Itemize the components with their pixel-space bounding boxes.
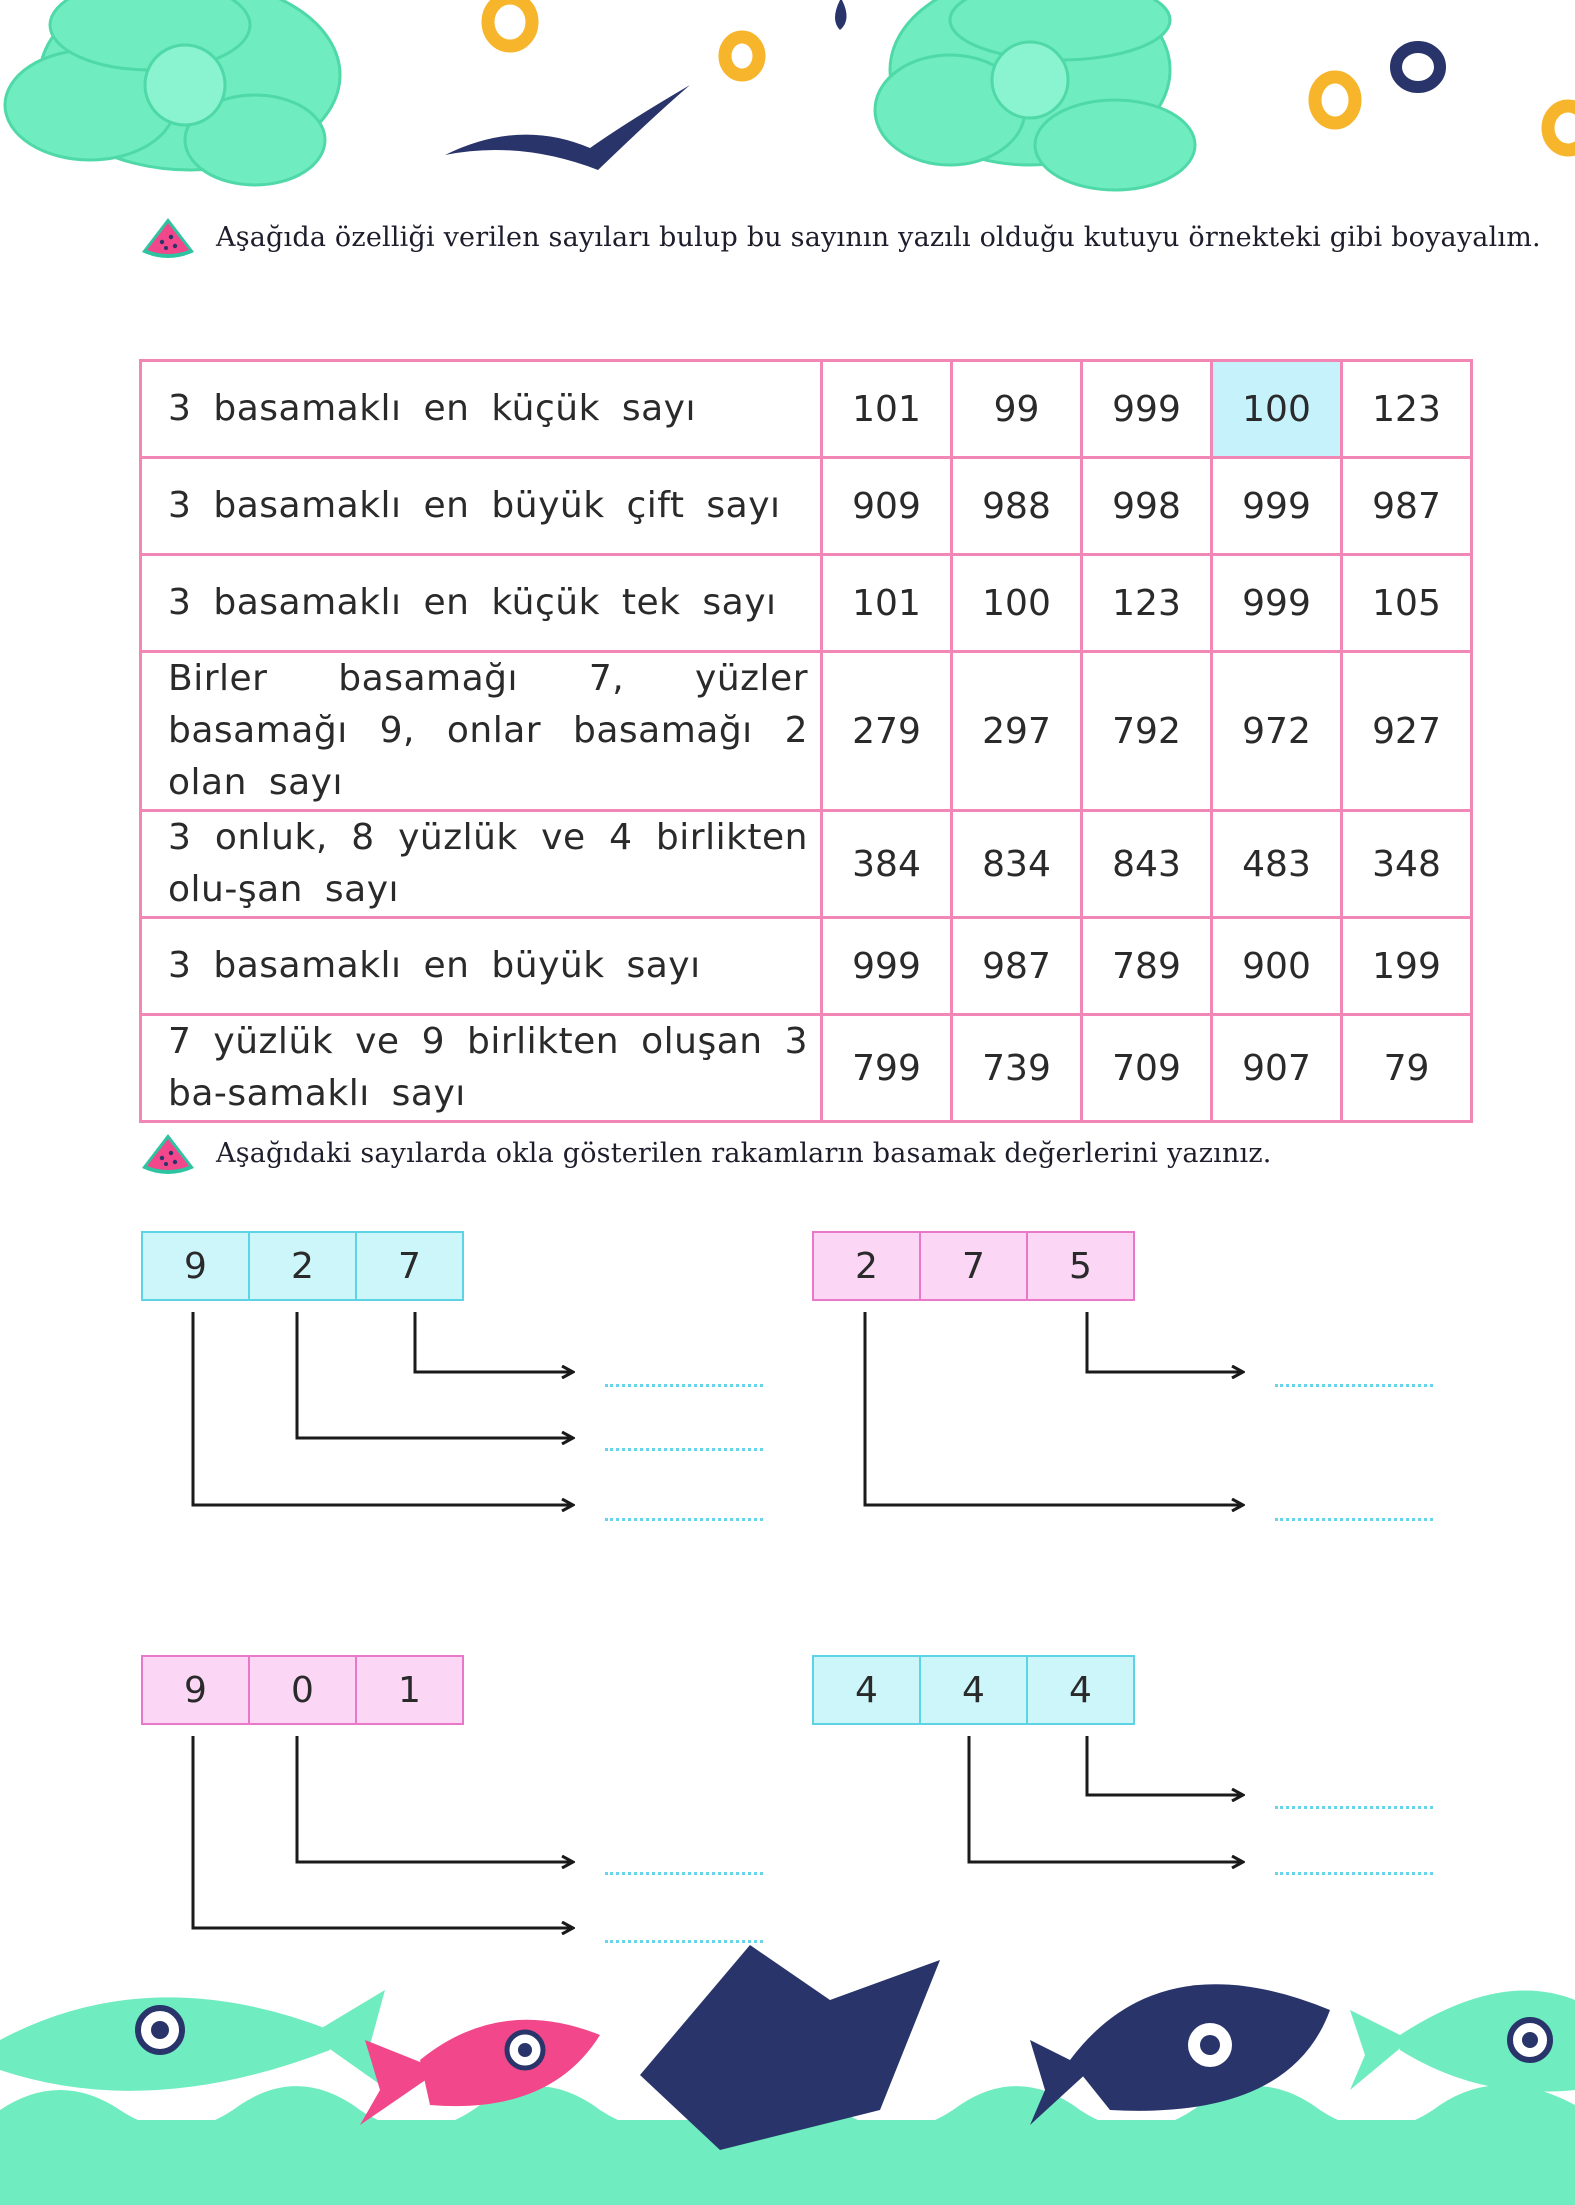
option-cell[interactable]: 739 <box>952 1015 1082 1122</box>
option-cell[interactable]: 123 <box>1342 361 1472 458</box>
option-cell[interactable]: 99 <box>952 361 1082 458</box>
option-cell[interactable]: 988 <box>952 458 1082 555</box>
answer-line[interactable] <box>605 1518 763 1521</box>
arrow-927-hundreds <box>193 1312 572 1505</box>
option-cell[interactable]: 998 <box>1082 458 1212 555</box>
option-cell[interactable]: 101 <box>822 361 952 458</box>
arrow-444-tens <box>969 1736 1242 1862</box>
digit-cell: 9 <box>141 1655 250 1725</box>
question-cell: 7 yüzlük ve 9 birlikten oluşan 3 ba-samaklı sayı <box>141 1015 822 1122</box>
answer-line[interactable] <box>605 1872 763 1875</box>
digit-cell: 7 <box>357 1231 464 1301</box>
instruction-1-text: Aşağıda özelliği verilen sayıları bulup bu sayının yazılı olduğu kutuyu örnekteki gibi boyayalım. <box>216 221 1541 253</box>
option-cell[interactable]: 199 <box>1342 918 1472 1015</box>
option-cell[interactable]: 972 <box>1212 652 1342 811</box>
digit-cell: 4 <box>921 1655 1028 1725</box>
question-cell: 3 basamaklı en küçük sayı <box>141 361 822 458</box>
option-cell[interactable]: 100 <box>1212 361 1342 458</box>
digit-cell: 4 <box>1028 1655 1135 1725</box>
option-cell[interactable]: 483 <box>1212 811 1342 918</box>
arrow-275-hundreds <box>865 1312 1242 1505</box>
digit-cell: 7 <box>921 1231 1028 1301</box>
question-cell: 3 basamaklı en küçük tek sayı <box>141 555 822 652</box>
option-cell[interactable]: 123 <box>1082 555 1212 652</box>
digit-cell: 9 <box>141 1231 250 1301</box>
option-cell[interactable]: 101 <box>822 555 952 652</box>
digit-cell: 2 <box>812 1231 921 1301</box>
arrow-927-ones <box>415 1312 572 1372</box>
option-cell[interactable]: 900 <box>1212 918 1342 1015</box>
option-cell[interactable]: 348 <box>1342 811 1472 918</box>
answer-line[interactable] <box>1275 1872 1433 1875</box>
arrow-901-tens <box>297 1736 572 1862</box>
option-cell[interactable]: 843 <box>1082 811 1212 918</box>
option-cell[interactable]: 792 <box>1082 652 1212 811</box>
question-cell: 3 onluk, 8 yüzlük ve 4 birlikten olu-şan sayı <box>141 811 822 918</box>
digit-cell: 4 <box>812 1655 921 1725</box>
answer-line[interactable] <box>605 1940 763 1943</box>
option-cell[interactable]: 79 <box>1342 1015 1472 1122</box>
instruction-2-text: Aşağıdaki sayılarda okla gösterilen rakamların basamak değerlerini yazınız. <box>216 1137 1272 1169</box>
digit-cell: 1 <box>357 1655 464 1725</box>
option-cell[interactable]: 105 <box>1342 555 1472 652</box>
option-cell[interactable]: 927 <box>1342 652 1472 811</box>
option-cell[interactable]: 297 <box>952 652 1082 811</box>
digit-cell: 0 <box>250 1655 357 1725</box>
answer-line[interactable] <box>605 1384 763 1387</box>
option-cell[interactable]: 999 <box>822 918 952 1015</box>
option-cell[interactable]: 999 <box>1212 458 1342 555</box>
option-cell[interactable]: 384 <box>822 811 952 918</box>
arrow-444-ones <box>1087 1736 1242 1795</box>
answer-line[interactable] <box>1275 1518 1433 1521</box>
answer-line[interactable] <box>1275 1384 1433 1387</box>
arrow-901-hundreds <box>193 1736 572 1928</box>
option-cell[interactable]: 834 <box>952 811 1082 918</box>
option-cell[interactable]: 799 <box>822 1015 952 1122</box>
answer-line[interactable] <box>605 1448 763 1451</box>
arrow-927-tens <box>297 1312 572 1438</box>
question-cell: 3 basamaklı en büyük çift sayı <box>141 458 822 555</box>
option-cell[interactable]: 789 <box>1082 918 1212 1015</box>
option-cell[interactable]: 907 <box>1212 1015 1342 1122</box>
option-cell[interactable]: 999 <box>1212 555 1342 652</box>
option-cell[interactable]: 100 <box>952 555 1082 652</box>
option-cell[interactable]: 279 <box>822 652 952 811</box>
option-cell[interactable]: 987 <box>1342 458 1472 555</box>
answer-line[interactable] <box>1275 1806 1433 1809</box>
option-cell[interactable]: 709 <box>1082 1015 1212 1122</box>
digit-cell: 5 <box>1028 1231 1135 1301</box>
question-cell: 3 basamaklı en büyük sayı <box>141 918 822 1015</box>
digit-cell: 2 <box>250 1231 357 1301</box>
question-cell: Birler basamağı 7, yüzler basamağı 9, onlar basamağı 2 olan sayı <box>141 652 822 811</box>
option-cell[interactable]: 999 <box>1082 361 1212 458</box>
arrow-275-ones <box>1087 1312 1242 1372</box>
option-cell[interactable]: 987 <box>952 918 1082 1015</box>
option-cell[interactable]: 909 <box>822 458 952 555</box>
